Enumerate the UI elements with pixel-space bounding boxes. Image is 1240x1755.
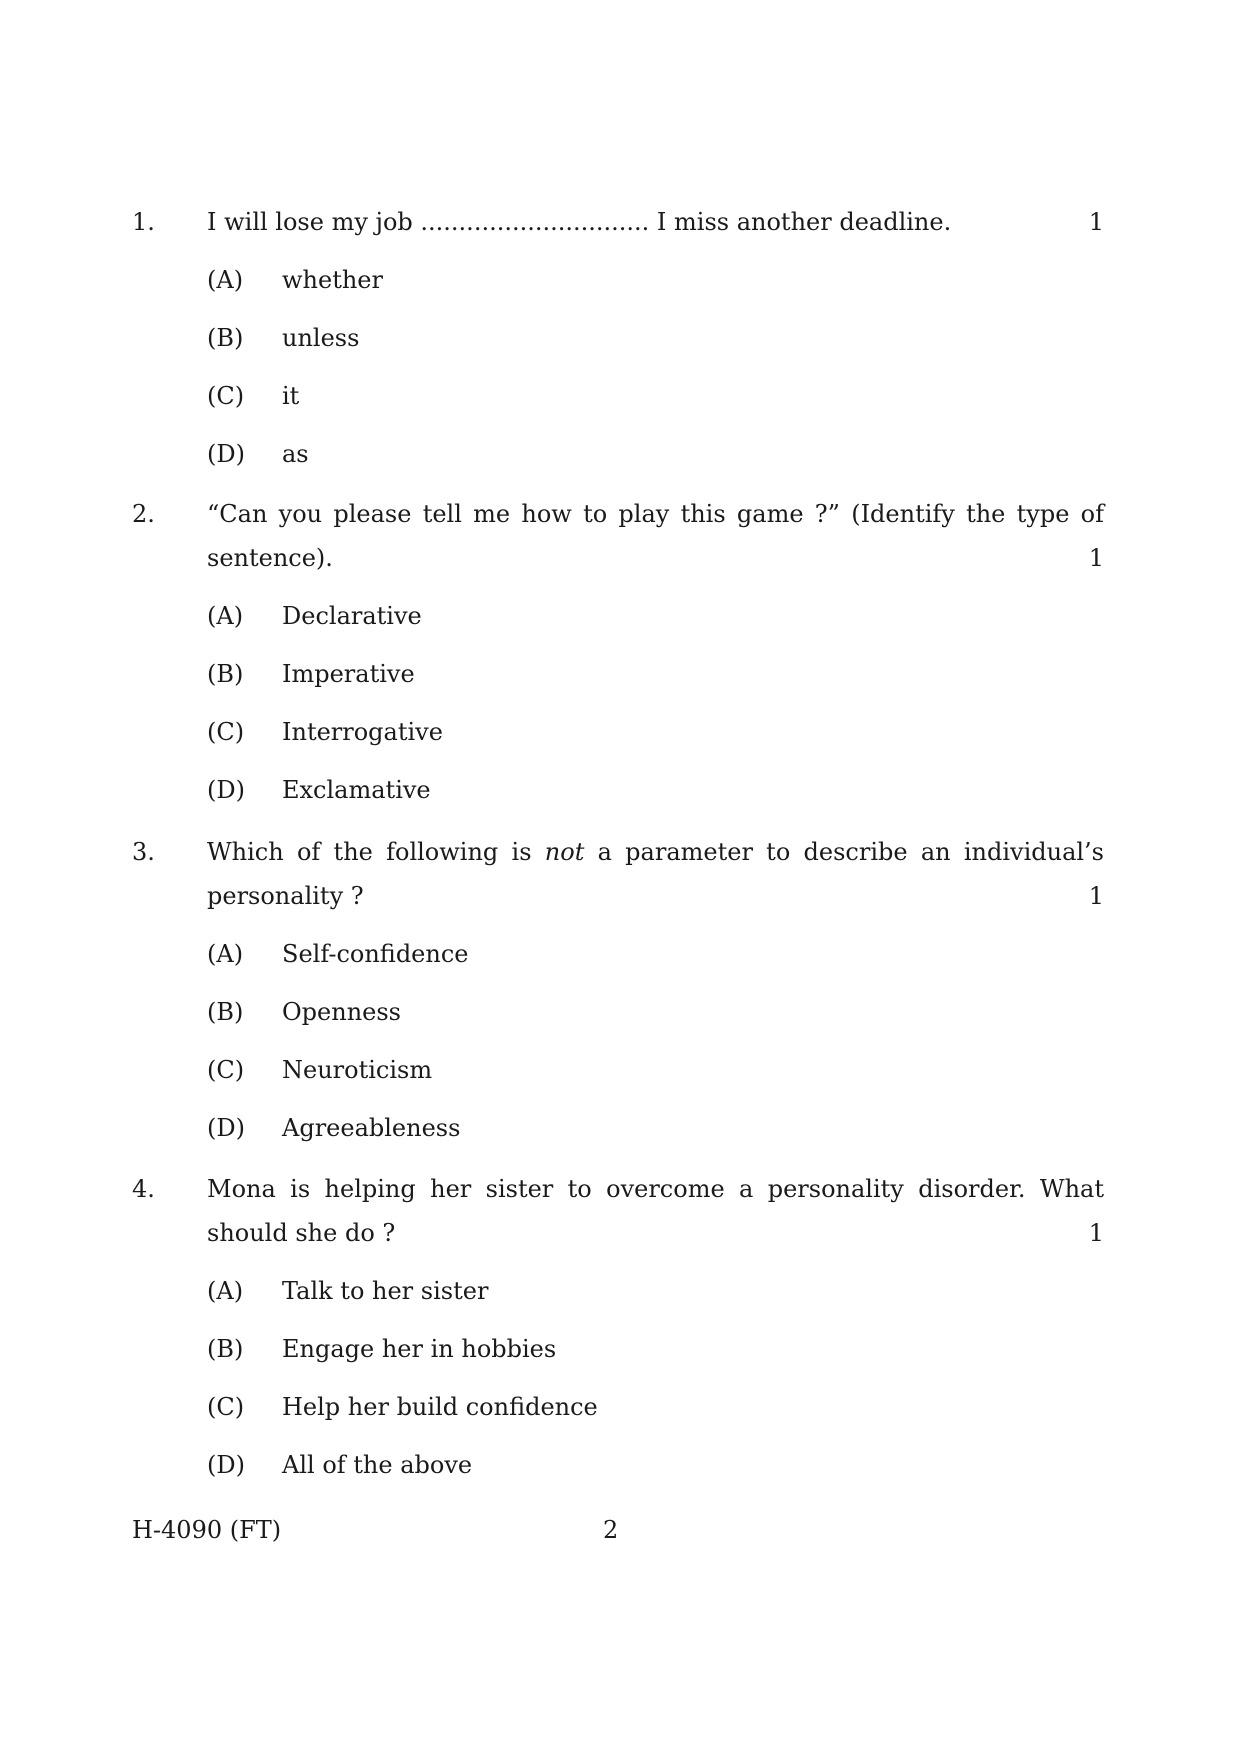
option-b[interactable]	[207, 652, 1104, 710]
question-2	[132, 492, 1104, 826]
option-text: Interrogative	[282, 718, 443, 746]
question-marks: 1	[1088, 544, 1104, 572]
emphasis-not: not	[544, 838, 585, 866]
option-text: Talk to her sister	[282, 1277, 489, 1305]
option-text: Exclamative	[282, 776, 431, 804]
option-label: (B)	[207, 324, 244, 352]
option-b[interactable]	[207, 990, 1104, 1048]
question-text: Mona is helping her sister to overcome a personality disorder. What should she do ? 1	[207, 1167, 1104, 1255]
option-text: as	[282, 440, 309, 468]
option-a[interactable]	[207, 594, 1104, 652]
option-label: (A)	[207, 1277, 244, 1305]
option-text: Imperative	[282, 660, 415, 688]
option-b[interactable]	[207, 1327, 1104, 1385]
page-number: 2	[603, 1516, 619, 1544]
question-number: 4.	[132, 1175, 155, 1203]
option-d[interactable]	[207, 1106, 1104, 1164]
option-text: All of the above	[282, 1451, 473, 1479]
question-1	[132, 200, 1104, 490]
option-text: Help her build confidence	[282, 1393, 598, 1421]
question-marks: 1	[1088, 1219, 1104, 1247]
option-label: (A)	[207, 940, 244, 968]
option-text: Agreeableness	[282, 1114, 461, 1142]
option-a[interactable]	[207, 932, 1104, 990]
option-label: (C)	[207, 382, 245, 410]
option-label: (A)	[207, 602, 244, 630]
question-text: Which of the following is not a parameter to describe an individual’s personality ? 1	[207, 830, 1104, 918]
option-c[interactable]	[207, 374, 1104, 432]
option-a[interactable]	[207, 258, 1104, 316]
option-d[interactable]	[207, 432, 1104, 490]
options-list	[207, 594, 1104, 826]
option-text: Neuroticism	[282, 1056, 433, 1084]
option-c[interactable]	[207, 1048, 1104, 1106]
option-b[interactable]	[207, 316, 1104, 374]
option-text: Declarative	[282, 602, 422, 630]
option-c[interactable]	[207, 710, 1104, 768]
question-number: 1.	[132, 208, 155, 236]
question-4	[132, 1167, 1104, 1501]
question-text: “Can you please tell me how to play this game ?” (Identify the type of sentence). 1	[207, 492, 1104, 580]
option-label: (C)	[207, 1056, 245, 1084]
option-text: Engage her in hobbies	[282, 1335, 557, 1363]
options-list	[207, 258, 1104, 490]
question-3	[132, 830, 1104, 1164]
option-text: Openness	[282, 998, 401, 1026]
option-label: (B)	[207, 1335, 244, 1363]
option-label: (D)	[207, 440, 245, 468]
option-a[interactable]	[207, 1269, 1104, 1327]
option-label: (D)	[207, 1451, 245, 1479]
question-marks: 1	[1088, 882, 1104, 910]
option-label: (A)	[207, 266, 244, 294]
question-number: 3.	[132, 838, 155, 866]
question-marks: 1	[1088, 208, 1104, 236]
option-text: it	[282, 382, 300, 410]
option-text: whether	[282, 266, 383, 294]
option-d[interactable]	[207, 1443, 1104, 1501]
option-label: (D)	[207, 1114, 245, 1142]
option-label: (C)	[207, 718, 245, 746]
option-c[interactable]	[207, 1385, 1104, 1443]
question-number: 2.	[132, 500, 155, 528]
option-label: (D)	[207, 776, 245, 804]
option-d[interactable]	[207, 768, 1104, 826]
option-text: Self-confidence	[282, 940, 469, 968]
paper-code: H-4090 (FT)	[132, 1516, 282, 1544]
options-list	[207, 932, 1104, 1164]
option-label: (B)	[207, 660, 244, 688]
option-label: (C)	[207, 1393, 245, 1421]
options-list	[207, 1269, 1104, 1501]
question-text: I will lose my job .............................. I miss another deadline. 1	[207, 200, 1104, 244]
option-label: (B)	[207, 998, 244, 1026]
option-text: unless	[282, 324, 360, 352]
